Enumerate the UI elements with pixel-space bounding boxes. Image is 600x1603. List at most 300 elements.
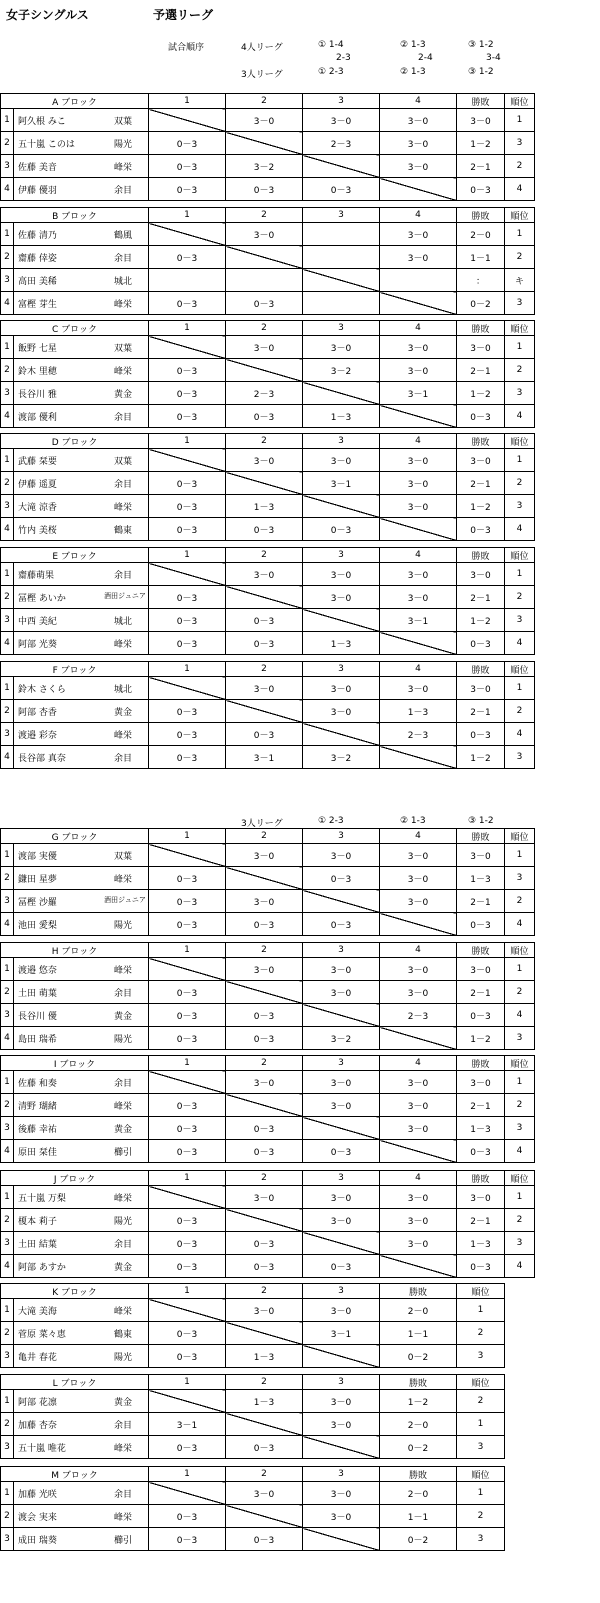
opponent-column-header: 1 [149,1171,226,1186]
player-number: 1 [1,677,14,700]
player-row [1,609,535,632]
win-loss-record: 3－0 [457,109,505,132]
player-club: 鶴東 [114,1329,133,1340]
player-row [1,1528,505,1551]
player-number: 1 [1,109,14,132]
opponent-column-header: 4 [380,548,457,563]
self-match-diagonal [226,1413,303,1436]
player-club: 峰栄 [114,874,133,885]
match-score: 0－3 [149,382,226,405]
player-row [1,1232,535,1255]
player-name: 長谷川 雅 [18,389,57,400]
player-cell [14,609,149,632]
player-club: 黄金 [114,707,133,718]
player-club: 双葉 [114,456,133,467]
win-loss-record: 1－1 [380,1322,457,1345]
match-score: 3－0 [380,109,457,132]
page-title: 女子シングルス [6,8,89,22]
player-row [1,1390,505,1413]
player-rank: 1 [457,1413,505,1436]
player-club: 黄金 [114,389,133,400]
player-cell [14,1232,149,1255]
block-header-row [1,94,535,109]
match-score: 0－3 [226,1436,303,1459]
player-club: 双葉 [114,851,133,862]
player-cell [14,518,149,541]
match-score: 0－3 [149,246,226,269]
block-name: I ブロック [1,1056,149,1071]
player-name: 冨樫 沙羅 [18,897,57,908]
player-number: 4 [1,913,14,936]
player-row [1,1299,505,1322]
win-loss-record: 0－3 [457,518,505,541]
player-row [1,723,535,746]
player-club: 陽光 [114,920,133,931]
player-number: 1 [1,223,14,246]
player-rank: 2 [457,1505,505,1528]
self-match-diagonal [149,223,226,246]
player-club: 峰栄 [114,1101,133,1112]
match-score: 3－0 [226,844,303,867]
self-match-diagonal [380,913,457,936]
match-score: 0－3 [149,1140,226,1163]
player-number: 3 [1,1436,14,1459]
match-score: 3－0 [303,563,380,586]
player-rank: 4 [505,1004,535,1027]
player-club: 余目 [114,253,133,264]
opponent-column-header: 1 [149,943,226,958]
player-cell [14,1436,149,1459]
rank-header: 順位 [505,943,535,958]
player-club: 陽光 [114,1034,133,1045]
match-score: 0－3 [226,1232,303,1255]
block-table [0,942,535,1050]
self-match-diagonal [303,890,380,913]
match-score: 3－0 [226,563,303,586]
player-number: 4 [1,632,14,655]
player-row [1,1094,535,1117]
player-cell [14,223,149,246]
win-loss-record: 3－0 [457,1071,505,1094]
player-rank: 2 [505,155,535,178]
player-row [1,1117,535,1140]
match-score: 3－0 [226,449,303,472]
match-score: 3－0 [380,981,457,1004]
player-name: 富樫 芽生 [18,299,57,310]
player-cell [14,246,149,269]
rank-header: 順位 [457,1467,505,1482]
win-loss-record: 0－2 [380,1345,457,1368]
match-score: 3－1 [380,609,457,632]
match-score: 0－3 [303,518,380,541]
player-name: 後藤 幸祐 [18,1124,57,1135]
league4-order-2b: 2-4 [418,53,433,63]
win-loss-record: 0－3 [457,723,505,746]
player-club: 余目 [114,479,133,490]
win-loss-record: 0－2 [380,1436,457,1459]
player-rank: 2 [505,586,535,609]
win-loss-record: 2－0 [380,1413,457,1436]
player-number: 2 [1,246,14,269]
player-club: 黄金 [114,1124,133,1135]
self-match-diagonal [380,405,457,428]
player-cell [14,1299,149,1322]
self-match-diagonal [380,292,457,315]
match-score: 0－3 [303,178,380,201]
player-number: 4 [1,1140,14,1163]
win-loss-record: 2－1 [457,981,505,1004]
player-name: 武藤 栞要 [18,456,57,467]
player-cell [14,449,149,472]
player-club: 峰栄 [114,730,133,741]
match-score: 3－1 [226,746,303,769]
player-cell [14,1004,149,1027]
player-row [1,223,535,246]
opponent-column-header: 2 [226,94,303,109]
match-score: 3－0 [303,336,380,359]
rank-header: 順位 [505,1171,535,1186]
self-match-diagonal [303,1345,380,1368]
player-rank: 4 [505,518,535,541]
player-name: 佐藤 清乃 [18,230,57,241]
self-match-diagonal [226,700,303,723]
player-name: 成田 瑞葵 [18,1535,57,1546]
player-cell [14,1094,149,1117]
match-score [380,269,457,292]
match-score: 0－3 [149,586,226,609]
block-name: E ブロック [1,548,149,563]
win-loss-header: 勝敗 [457,1171,505,1186]
player-rank: 4 [505,1255,535,1278]
player-row [1,677,535,700]
player-name: 阿部 あすか [18,1262,66,1273]
opponent-column-header: 1 [149,94,226,109]
opponent-column-header: 1 [149,321,226,336]
win-loss-record: 0－3 [457,1004,505,1027]
match-order-label: 試合順序 [168,43,205,53]
win-loss-header: 勝敗 [457,1056,505,1071]
opponent-column-header: 2 [226,1375,303,1390]
player-number: 2 [1,132,14,155]
league4-order-1a: ① 1-4 [318,40,344,50]
player-rank: 3 [457,1528,505,1551]
player-row [1,292,535,315]
match-score: 3－0 [226,109,303,132]
player-club: 黄金 [114,1011,133,1022]
match-score: 3－0 [303,1482,380,1505]
win-loss-header: 勝敗 [380,1375,457,1390]
player-name: 鈴木 里穂 [18,366,57,377]
match-score: 0－3 [226,405,303,428]
player-rank: 1 [505,958,535,981]
match-score: 3－0 [303,449,380,472]
match-score: 3－2 [303,359,380,382]
win-loss-record: 1－2 [457,132,505,155]
self-match-diagonal [149,336,226,359]
match-score: 0－3 [226,913,303,936]
match-score: 3－2 [226,155,303,178]
win-loss-record: 1－3 [457,1232,505,1255]
player-cell [14,292,149,315]
opponent-column-header: 3 [303,662,380,677]
opponent-column-header: 2 [226,943,303,958]
rank-header: 順位 [505,94,535,109]
player-club: 余目 [114,753,133,764]
player-name: 渡邉 悠奈 [18,965,57,976]
block-name: K ブロック [1,1284,149,1299]
match-score: 0－3 [149,609,226,632]
player-cell [14,1209,149,1232]
match-score: 3－0 [380,336,457,359]
player-rank: 4 [505,178,535,201]
win-loss-record: 2－1 [457,359,505,382]
player-cell [14,178,149,201]
player-rank: 1 [505,449,535,472]
opponent-column-header: 2 [226,548,303,563]
block-header-row [1,1171,535,1186]
player-row [1,405,535,428]
match-score: 0－3 [149,405,226,428]
player-number: 2 [1,472,14,495]
self-match-diagonal [226,1209,303,1232]
win-loss-record: 3－0 [457,958,505,981]
self-match-diagonal [149,677,226,700]
match-score [226,269,303,292]
player-number: 2 [1,1505,14,1528]
player-cell [14,586,149,609]
player-name: 佐藤 和奏 [18,1078,57,1089]
opponent-column-header: 1 [149,548,226,563]
rank-header: 順位 [505,829,535,844]
player-cell [14,1528,149,1551]
player-cell [14,269,149,292]
player-cell [14,109,149,132]
player-club: 酒田ジュニア [104,895,146,904]
match-score: 0－3 [149,746,226,769]
opponent-column-header: 2 [226,434,303,449]
match-score: 3－0 [380,1186,457,1209]
player-rank: 3 [505,1027,535,1050]
match-score: 3－0 [226,1071,303,1094]
self-match-diagonal [380,632,457,655]
opponent-column-header: 3 [303,1056,380,1071]
match-score: 0－3 [149,890,226,913]
match-score: 3－0 [380,958,457,981]
self-match-diagonal [226,867,303,890]
block-name: F ブロック [1,662,149,677]
player-club: 城北 [114,276,133,287]
player-row [1,563,535,586]
block-name: M ブロック [1,1467,149,1482]
player-row [1,155,535,178]
player-cell [14,981,149,1004]
opponent-column-header: 3 [303,1171,380,1186]
block-name: B ブロック [1,208,149,223]
player-name: 齋藤 倖姿 [18,253,57,264]
win-loss-record: 1－2 [457,609,505,632]
match-score: 3－0 [380,1094,457,1117]
player-club: 余目 [114,185,133,196]
player-cell [14,723,149,746]
player-number: 4 [1,1255,14,1278]
match-score: 3－0 [303,700,380,723]
self-match-diagonal [303,1436,380,1459]
player-club: 余目 [114,988,133,999]
player-rank: 1 [457,1482,505,1505]
player-rank: 2 [505,1094,535,1117]
player-cell [14,382,149,405]
self-match-diagonal [226,586,303,609]
match-score: 1－3 [380,700,457,723]
match-score: 0－3 [226,1528,303,1551]
self-match-diagonal [380,746,457,769]
win-loss-record: 1－3 [457,867,505,890]
league3-mid-label: 3人リーグ [241,819,283,829]
match-score: 0－3 [149,723,226,746]
player-rank: 1 [505,677,535,700]
self-match-diagonal [380,1255,457,1278]
player-club: 酒田ジュニア [104,591,146,600]
win-loss-record: 0－3 [457,913,505,936]
player-rank: 4 [505,723,535,746]
win-loss-record: 2－1 [457,472,505,495]
match-score: 3－0 [303,586,380,609]
match-score: 3－1 [380,382,457,405]
block-table [0,1170,535,1278]
block-header-row [1,208,535,223]
match-score: 0－3 [149,1027,226,1050]
league3-label: 3人リーグ [241,70,283,80]
player-rank: 2 [505,472,535,495]
match-score: 2－3 [380,723,457,746]
match-score: 3－0 [226,223,303,246]
opponent-column-header: 2 [226,1171,303,1186]
win-loss-record: 2－1 [457,586,505,609]
player-cell [14,677,149,700]
player-rank: 3 [505,495,535,518]
player-club: 峰栄 [114,639,133,650]
win-loss-record: 2－1 [457,890,505,913]
league3-mid-order-3: ③ 1-2 [468,816,494,826]
league3-order-2: ② 1-3 [400,67,426,77]
rank-header: 順位 [505,321,535,336]
player-rank: 1 [505,109,535,132]
match-score: 0－3 [149,1209,226,1232]
player-row [1,178,535,201]
match-score: 0－3 [303,1140,380,1163]
match-score: 3－0 [380,472,457,495]
opponent-column-header: 2 [226,321,303,336]
match-score: 3－0 [303,1390,380,1413]
player-number: 3 [1,155,14,178]
win-loss-header: 勝敗 [457,94,505,109]
block-header-row [1,662,535,677]
win-loss-record: 0－3 [457,632,505,655]
match-score: 3－0 [380,246,457,269]
player-row [1,472,535,495]
self-match-diagonal [303,1232,380,1255]
match-score: 0－3 [149,1436,226,1459]
player-club: 峰栄 [114,1193,133,1204]
self-match-diagonal [226,981,303,1004]
match-score: 3－0 [380,1071,457,1094]
player-name: 飯野 七星 [18,343,57,354]
match-score: 3－0 [303,1209,380,1232]
player-club: 城北 [114,616,133,627]
opponent-column-header: 4 [380,829,457,844]
player-name: 大滝 涼香 [18,502,57,513]
player-name: 加藤 杏奈 [18,1420,57,1431]
block-table [0,433,535,541]
win-loss-record: 3－0 [457,449,505,472]
self-match-diagonal [380,1140,457,1163]
block-table [0,1466,505,1551]
player-number: 3 [1,269,14,292]
match-score: 3－0 [303,109,380,132]
self-match-diagonal [303,495,380,518]
match-score [303,246,380,269]
opponent-column-header: 3 [303,94,380,109]
player-row [1,1140,535,1163]
self-match-diagonal [149,563,226,586]
player-club: 陽光 [114,1216,133,1227]
match-score: 0－3 [149,1094,226,1117]
block-table [0,207,535,315]
player-name: 加藤 光咲 [18,1489,57,1500]
self-match-diagonal [303,155,380,178]
player-row [1,336,535,359]
player-rank: 3 [505,1117,535,1140]
win-loss-record: 1－2 [380,1390,457,1413]
league4-label: 4人リーグ [241,43,283,53]
match-score: 0－3 [149,1322,226,1345]
player-row [1,958,535,981]
league4-order-3b: 3-4 [486,53,501,63]
player-number: 3 [1,382,14,405]
player-cell [14,867,149,890]
player-rank: 3 [505,132,535,155]
opponent-column-header: 3 [303,434,380,449]
player-row [1,913,535,936]
player-name: 竹内 美桜 [18,525,57,536]
match-score: 3－0 [226,958,303,981]
block-header-row [1,321,535,336]
win-loss-header: 勝敗 [380,1467,457,1482]
player-number: 4 [1,1027,14,1050]
win-loss-record: ： [457,269,505,292]
opponent-column-header: 3 [303,1284,380,1299]
rank-header: 順位 [505,208,535,223]
player-cell [14,890,149,913]
player-rank: 3 [457,1436,505,1459]
player-name: 伊藤 遥夏 [18,479,57,490]
block-table [0,93,535,201]
player-row [1,1027,535,1050]
player-number: 3 [1,609,14,632]
match-score: 3－0 [380,495,457,518]
opponent-column-header: 2 [226,829,303,844]
player-name: 清野 瑚緒 [18,1101,57,1112]
player-name: 大滝 美海 [18,1306,57,1317]
opponent-column-header: 4 [380,208,457,223]
win-loss-record: 2－0 [457,223,505,246]
self-match-diagonal [226,246,303,269]
player-cell [14,1140,149,1163]
match-score: 0－3 [226,292,303,315]
opponent-column-header: 4 [380,1056,457,1071]
match-score: 0－3 [226,518,303,541]
match-score: 3－0 [303,1505,380,1528]
